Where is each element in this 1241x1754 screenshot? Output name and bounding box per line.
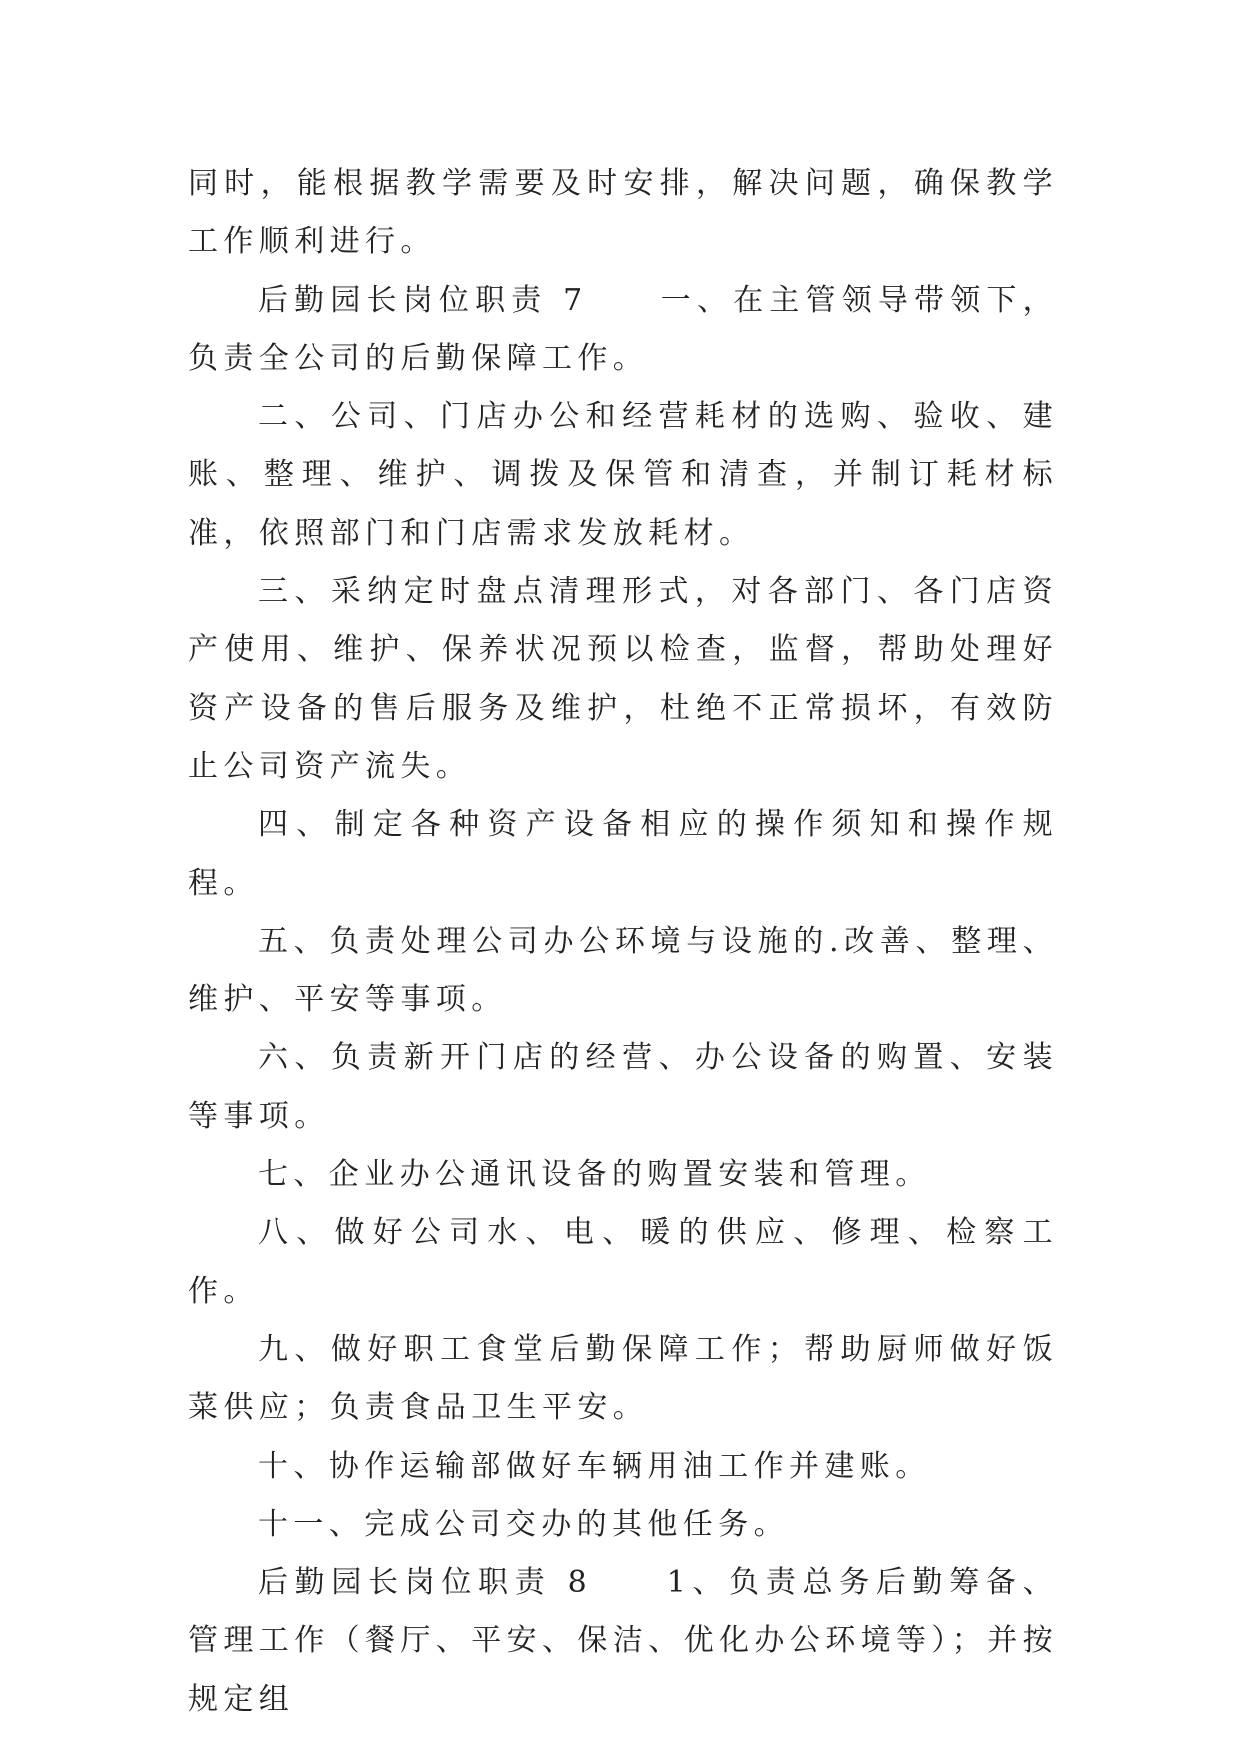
paragraph: 七、企业办公通讯设备的购置安装和管理。 <box>258 1157 931 1193</box>
paragraph: 三、采纳定时盘点清理形式，对各部门、各门店资产使用、维护、保养状况预以检查，监督，帮助处理好资产设备的售后服务及维护，杜绝不正常损坏，有效防止公司资产流失。 <box>188 574 1058 784</box>
paragraph: 后勤园长岗位职责 7 一、在主管领导带领下，负责全公司的后勤保障工作。 <box>188 282 1058 376</box>
paragraph: 后勤园长岗位职责 8 1、负责总务后勤筹备、管理工作（餐厅、平安、保洁、优化办公环境等）；并按规定组 <box>188 1565 1058 1717</box>
paragraph: 十、协作运输部做好车辆用油工作并建账。 <box>258 1448 931 1484</box>
paragraph: 五、负责处理公司办公环境与设施的.改善、整理、维护、平安等事项。 <box>188 923 1058 1018</box>
paragraph: 同时，能根据教学需要及时安排，解决问题，确保教学工作顺利进行。 <box>188 166 1058 260</box>
paragraph: 六、负责新开门店的经营、办公设备的购置、安装等事项。 <box>188 1040 1058 1134</box>
paragraph: 九、做好职工食堂后勤保障工作；帮助厨师做好饭菜供应；负责食品卫生平安。 <box>188 1331 1058 1426</box>
paragraph: 十一、完成公司交办的其他任务。 <box>258 1506 789 1542</box>
paragraph: 八、做好公司水、电、暖的供应、修理、检察工作。 <box>188 1215 1058 1309</box>
document-body <box>188 155 1058 1729</box>
paragraph: 四、制定各种资产设备相应的操作须知和操作规程。 <box>188 807 1058 901</box>
paragraph: 二、公司、门店办公和经营耗材的选购、验收、建账、整理、维护、调拨及保管和清查，并制订耗材标准，依照部门和门店需求发放耗材。 <box>188 399 1058 551</box>
